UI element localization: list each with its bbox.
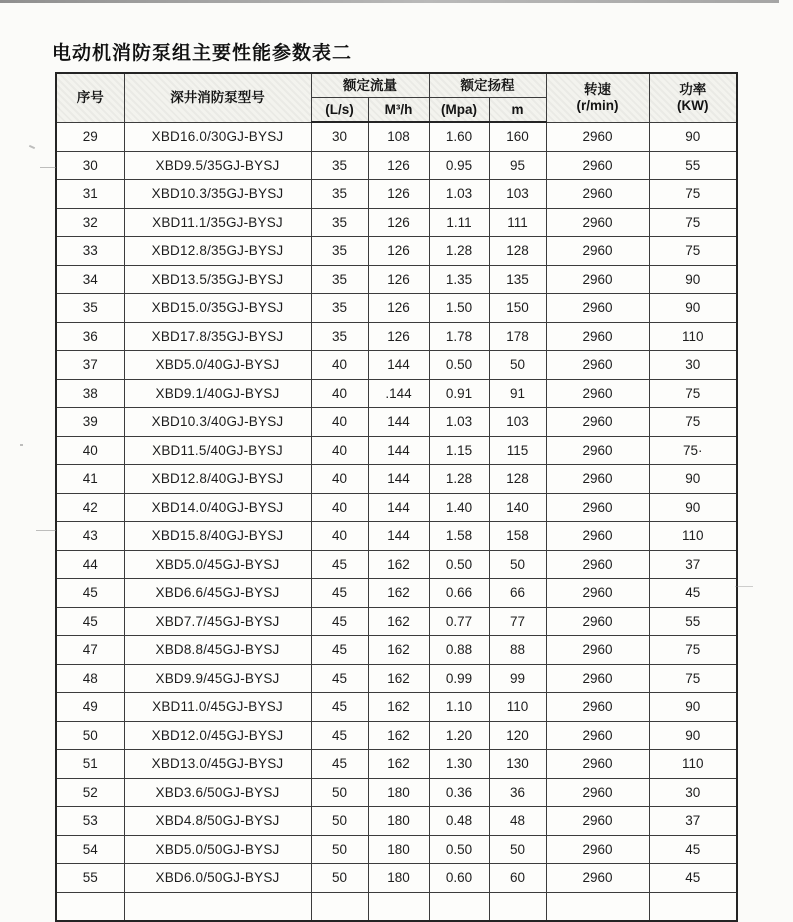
cell-model: XBD11.1/35GJ-BYSJ [124, 208, 311, 237]
scan-artifact [40, 167, 56, 168]
cell-index: 54 [56, 835, 124, 864]
cell-flow-ls: 35 [311, 180, 368, 209]
cell-flow-m3h: 162 [368, 579, 429, 608]
cell-head-mpa: 0.50 [429, 351, 489, 380]
header-index: 序号 [56, 73, 124, 122]
cell-flow-ls: 40 [311, 351, 368, 380]
cell-head-m: 140 [489, 493, 546, 522]
cell-flow-m3h: 162 [368, 721, 429, 750]
cell-head-m: 158 [489, 522, 546, 551]
cell-power: 75 [649, 664, 737, 693]
cell-flow-m3h: 126 [368, 237, 429, 266]
cell-model: XBD13.0/45GJ-BYSJ [124, 750, 311, 779]
cell-head-m: 120 [489, 721, 546, 750]
cell-flow-m3h: 162 [368, 550, 429, 579]
cell-power: 55 [649, 151, 737, 180]
cell-speed: 2960 [546, 379, 649, 408]
cell-speed: 2960 [546, 436, 649, 465]
cell-speed: 2960 [546, 151, 649, 180]
pump-parameters-table [55, 72, 738, 922]
cell-speed: 2960 [546, 807, 649, 836]
cell-head-m: 36 [489, 778, 546, 807]
cell-power: 45 [649, 835, 737, 864]
cell-model: XBD7.7/45GJ-BYSJ [124, 607, 311, 636]
cell-head-mpa: 0.60 [429, 864, 489, 893]
cell-speed: 2960 [546, 265, 649, 294]
cell-speed: 2960 [546, 550, 649, 579]
cell-speed: 2960 [546, 122, 649, 151]
cell-head-m: 110 [489, 693, 546, 722]
cell-flow-m3h: 144 [368, 522, 429, 551]
scan-artifact [29, 145, 35, 149]
header-power-label: 功率 [679, 82, 707, 98]
cell-head-mpa: 1.28 [429, 465, 489, 494]
cell-head-mpa: 1.60 [429, 122, 489, 151]
cell-speed: 2960 [546, 408, 649, 437]
cell-speed: 2960 [546, 607, 649, 636]
page-title: 电动机消防泵组主要性能参数表二 [52, 43, 353, 64]
cell-speed: 2960 [546, 465, 649, 494]
cell-head-m: 150 [489, 294, 546, 323]
cell-flow-m3h: 162 [368, 607, 429, 636]
cell-speed [546, 892, 649, 921]
cell-power: 30 [649, 351, 737, 380]
cell-index: 45 [56, 579, 124, 608]
table-row-partial [56, 892, 737, 921]
cell-head-m: 50 [489, 835, 546, 864]
cell-head-mpa [429, 892, 489, 921]
cell-flow-m3h: 126 [368, 180, 429, 209]
scan-top-edge [0, 0, 779, 3]
cell-power: 110 [649, 522, 737, 551]
cell-flow-m3h: 162 [368, 636, 429, 665]
cell-model: XBD9.5/35GJ-BYSJ [124, 151, 311, 180]
cell-speed: 2960 [546, 636, 649, 665]
cell-model: XBD3.6/50GJ-BYSJ [124, 778, 311, 807]
cell-index: 53 [56, 807, 124, 836]
table-row [56, 693, 737, 722]
cell-power: 110 [649, 750, 737, 779]
cell-model: XBD8.8/45GJ-BYSJ [124, 636, 311, 665]
cell-flow-ls: 45 [311, 721, 368, 750]
cell-head-mpa: 1.10 [429, 693, 489, 722]
cell-flow-m3h: 162 [368, 750, 429, 779]
cell-head-m: 115 [489, 436, 546, 465]
cell-flow-ls: 35 [311, 237, 368, 266]
cell-flow-ls: 45 [311, 579, 368, 608]
cell-flow-m3h: 180 [368, 778, 429, 807]
cell-head-m: 60 [489, 864, 546, 893]
header-power-unit: (KW) [677, 97, 709, 113]
cell-speed: 2960 [546, 322, 649, 351]
table-row [56, 493, 737, 522]
cell-power: 90 [649, 493, 737, 522]
cell-speed: 2960 [546, 835, 649, 864]
cell-index: 45 [56, 607, 124, 636]
cell-model: XBD5.0/45GJ-BYSJ [124, 550, 311, 579]
cell-flow-m3h: 144 [368, 465, 429, 494]
cell-speed: 2960 [546, 864, 649, 893]
table-row [56, 664, 737, 693]
cell-index: 44 [56, 550, 124, 579]
cell-head-m: 103 [489, 180, 546, 209]
cell-model: XBD15.0/35GJ-BYSJ [124, 294, 311, 323]
cell-flow-ls: 40 [311, 522, 368, 551]
cell-head-m: 50 [489, 351, 546, 380]
cell-head-mpa: 1.58 [429, 522, 489, 551]
cell-flow-m3h: 144 [368, 408, 429, 437]
cell-head-m: 128 [489, 465, 546, 494]
table-row [56, 550, 737, 579]
cell-head-m: 128 [489, 237, 546, 266]
cell-head-mpa: 1.78 [429, 322, 489, 351]
cell-index: 33 [56, 237, 124, 266]
cell-flow-ls: 40 [311, 493, 368, 522]
cell-power: 90 [649, 693, 737, 722]
table-body [56, 122, 737, 921]
cell-index: 48 [56, 664, 124, 693]
cell-flow-m3h: 162 [368, 693, 429, 722]
table-row [56, 379, 737, 408]
cell-index: 39 [56, 408, 124, 437]
cell-flow-ls: 45 [311, 607, 368, 636]
cell-index: 49 [56, 693, 124, 722]
cell-head-mpa: 1.03 [429, 180, 489, 209]
cell-index: 35 [56, 294, 124, 323]
cell-flow-ls: 50 [311, 864, 368, 893]
table-row [56, 237, 737, 266]
cell-head-mpa: 1.30 [429, 750, 489, 779]
cell-index: 38 [56, 379, 124, 408]
cell-head-mpa: 0.66 [429, 579, 489, 608]
cell-index: 29 [56, 122, 124, 151]
cell-flow-m3h: 180 [368, 864, 429, 893]
cell-power: 45 [649, 579, 737, 608]
cell-flow-m3h: 144 [368, 436, 429, 465]
cell-flow-ls: 35 [311, 151, 368, 180]
cell-power: 55 [649, 607, 737, 636]
cell-flow-ls: 35 [311, 294, 368, 323]
cell-head-mpa: 0.91 [429, 379, 489, 408]
cell-head-mpa: 0.95 [429, 151, 489, 180]
table-row [56, 778, 737, 807]
table-row [56, 265, 737, 294]
cell-power: 75 [649, 379, 737, 408]
cell-flow-ls: 45 [311, 664, 368, 693]
cell-head-mpa: 1.35 [429, 265, 489, 294]
cell-speed: 2960 [546, 522, 649, 551]
cell-head-mpa: 0.99 [429, 664, 489, 693]
cell-head-mpa: 0.50 [429, 835, 489, 864]
cell-index: 31 [56, 180, 124, 209]
cell-head-m: 103 [489, 408, 546, 437]
cell-speed: 2960 [546, 664, 649, 693]
cell-power: 37 [649, 550, 737, 579]
cell-flow-m3h: 162 [368, 664, 429, 693]
cell-index: 52 [56, 778, 124, 807]
cell-flow-ls: 50 [311, 778, 368, 807]
cell-head-mpa: 1.28 [429, 237, 489, 266]
cell-flow-ls: 45 [311, 750, 368, 779]
cell-index: 55 [56, 864, 124, 893]
table-row [56, 294, 737, 323]
cell-head-m: 111 [489, 208, 546, 237]
cell-head-mpa: 0.48 [429, 807, 489, 836]
header-flow-ls: (L/s) [311, 98, 368, 123]
cell-flow-ls: 40 [311, 436, 368, 465]
table-row [56, 807, 737, 836]
cell-model: XBD16.0/30GJ-BYSJ [124, 122, 311, 151]
cell-flow-m3h: 126 [368, 322, 429, 351]
cell-flow-ls: 45 [311, 636, 368, 665]
cell-power: 90 [649, 721, 737, 750]
cell-speed: 2960 [546, 237, 649, 266]
cell-power: 45 [649, 864, 737, 893]
scan-artifact [36, 530, 56, 531]
cell-flow-ls: 40 [311, 408, 368, 437]
cell-flow-m3h: 180 [368, 835, 429, 864]
table-row [56, 208, 737, 237]
header-model: 深井消防泵型号 [124, 73, 311, 122]
cell-flow-ls: 45 [311, 550, 368, 579]
cell-flow-m3h: 144 [368, 493, 429, 522]
cell-index: 30 [56, 151, 124, 180]
table-row [56, 465, 737, 494]
cell-index: 42 [56, 493, 124, 522]
cell-head-m: 48 [489, 807, 546, 836]
scan-artifact [735, 586, 753, 587]
cell-model: XBD12.0/45GJ-BYSJ [124, 721, 311, 750]
cell-head-mpa: 1.15 [429, 436, 489, 465]
cell-speed: 2960 [546, 294, 649, 323]
cell-model: XBD15.8/40GJ-BYSJ [124, 522, 311, 551]
cell-model: XBD13.5/35GJ-BYSJ [124, 265, 311, 294]
table-row [56, 180, 737, 209]
cell-power [649, 892, 737, 921]
cell-model: XBD17.8/35GJ-BYSJ [124, 322, 311, 351]
table-row [56, 835, 737, 864]
table-row [56, 721, 737, 750]
cell-flow-m3h [368, 892, 429, 921]
cell-index: 40 [56, 436, 124, 465]
cell-model: XBD4.8/50GJ-BYSJ [124, 807, 311, 836]
cell-head-m: 77 [489, 607, 546, 636]
header-speed-label: 转速 [584, 82, 611, 98]
cell-head-m: 160 [489, 122, 546, 151]
cell-flow-ls: 50 [311, 835, 368, 864]
cell-head-mpa: 1.20 [429, 721, 489, 750]
table-row [56, 522, 737, 551]
cell-power: 30 [649, 778, 737, 807]
cell-model: XBD10.3/35GJ-BYSJ [124, 180, 311, 209]
cell-flow-ls: 35 [311, 208, 368, 237]
cell-head-m [489, 892, 546, 921]
cell-head-m: 88 [489, 636, 546, 665]
header-head-mpa: (Mpa) [429, 98, 489, 123]
table-row [56, 408, 737, 437]
cell-speed: 2960 [546, 750, 649, 779]
cell-power: 90 [649, 122, 737, 151]
cell-flow-ls [311, 892, 368, 921]
table-row [56, 750, 737, 779]
cell-flow-m3h: 126 [368, 208, 429, 237]
cell-model: XBD6.0/50GJ-BYSJ [124, 864, 311, 893]
cell-power: 37 [649, 807, 737, 836]
table-row [56, 351, 737, 380]
cell-model: XBD12.8/35GJ-BYSJ [124, 237, 311, 266]
cell-flow-ls: 35 [311, 265, 368, 294]
cell-head-mpa: 1.50 [429, 294, 489, 323]
cell-head-m: 178 [489, 322, 546, 351]
cell-speed: 2960 [546, 180, 649, 209]
cell-speed: 2960 [546, 351, 649, 380]
table-row [56, 151, 737, 180]
cell-head-m: 50 [489, 550, 546, 579]
cell-flow-m3h: 144 [368, 351, 429, 380]
cell-index [56, 892, 124, 921]
cell-index: 32 [56, 208, 124, 237]
table-row [56, 636, 737, 665]
cell-head-mpa: 0.50 [429, 550, 489, 579]
header-speed [546, 73, 649, 122]
table-row [56, 322, 737, 351]
cell-flow-ls: 50 [311, 807, 368, 836]
cell-power: 90 [649, 294, 737, 323]
cell-head-m: 135 [489, 265, 546, 294]
cell-model: XBD12.8/40GJ-BYSJ [124, 465, 311, 494]
cell-head-mpa: 1.03 [429, 408, 489, 437]
cell-model: XBD10.3/40GJ-BYSJ [124, 408, 311, 437]
cell-power: 75 [649, 180, 737, 209]
header-flow-m3h: M³/h [368, 98, 429, 123]
cell-flow-m3h: 108 [368, 122, 429, 151]
cell-index: 36 [56, 322, 124, 351]
cell-power: 75 [649, 408, 737, 437]
cell-index: 50 [56, 721, 124, 750]
cell-flow-m3h: 180 [368, 807, 429, 836]
cell-speed: 2960 [546, 208, 649, 237]
header-power [649, 73, 737, 122]
cell-head-m: 99 [489, 664, 546, 693]
cell-speed: 2960 [546, 721, 649, 750]
cell-model: XBD9.9/45GJ-BYSJ [124, 664, 311, 693]
cell-flow-ls: 45 [311, 693, 368, 722]
cell-head-m: 66 [489, 579, 546, 608]
header-head-m: m [489, 98, 546, 123]
cell-index: 43 [56, 522, 124, 551]
table-row [56, 122, 737, 151]
cell-flow-ls: 40 [311, 379, 368, 408]
cell-model [124, 892, 311, 921]
cell-power: 75 [649, 208, 737, 237]
cell-model: XBD14.0/40GJ-BYSJ [124, 493, 311, 522]
cell-speed: 2960 [546, 579, 649, 608]
cell-head-mpa: 0.77 [429, 607, 489, 636]
cell-head-m: 130 [489, 750, 546, 779]
table-header [56, 73, 737, 122]
cell-index: 41 [56, 465, 124, 494]
cell-flow-m3h: 126 [368, 294, 429, 323]
cell-power: 75 [649, 237, 737, 266]
cell-head-mpa: 0.36 [429, 778, 489, 807]
cell-power: 90 [649, 465, 737, 494]
cell-speed: 2960 [546, 493, 649, 522]
scan-artifact [20, 444, 23, 446]
cell-head-mpa: 1.11 [429, 208, 489, 237]
cell-flow-m3h: 126 [368, 151, 429, 180]
cell-index: 37 [56, 351, 124, 380]
cell-flow-ls: 40 [311, 465, 368, 494]
cell-power: 75 [649, 636, 737, 665]
cell-index: 47 [56, 636, 124, 665]
header-rated-head: 额定扬程 [429, 73, 546, 98]
cell-flow-m3h: .144 [368, 379, 429, 408]
cell-speed: 2960 [546, 693, 649, 722]
cell-flow-ls: 30 [311, 122, 368, 151]
cell-head-mpa: 0.88 [429, 636, 489, 665]
header-speed-unit: (r/min) [576, 97, 619, 113]
cell-model: XBD11.0/45GJ-BYSJ [124, 693, 311, 722]
header-rated-flow: 额定流量 [311, 73, 429, 98]
cell-power: 110 [649, 322, 737, 351]
cell-power: 75· [649, 436, 737, 465]
table-row [56, 579, 737, 608]
cell-head-m: 91 [489, 379, 546, 408]
cell-index: 51 [56, 750, 124, 779]
cell-model: XBD9.1/40GJ-BYSJ [124, 379, 311, 408]
cell-flow-m3h: 126 [368, 265, 429, 294]
cell-head-mpa: 1.40 [429, 493, 489, 522]
cell-speed: 2960 [546, 778, 649, 807]
cell-model: XBD11.5/40GJ-BYSJ [124, 436, 311, 465]
cell-power: 90 [649, 265, 737, 294]
table-row [56, 607, 737, 636]
table-row [56, 864, 737, 893]
cell-model: XBD5.0/50GJ-BYSJ [124, 835, 311, 864]
cell-model: XBD6.6/45GJ-BYSJ [124, 579, 311, 608]
cell-index: 34 [56, 265, 124, 294]
cell-flow-ls: 35 [311, 322, 368, 351]
table-row [56, 436, 737, 465]
cell-model: XBD5.0/40GJ-BYSJ [124, 351, 311, 380]
cell-head-m: 95 [489, 151, 546, 180]
